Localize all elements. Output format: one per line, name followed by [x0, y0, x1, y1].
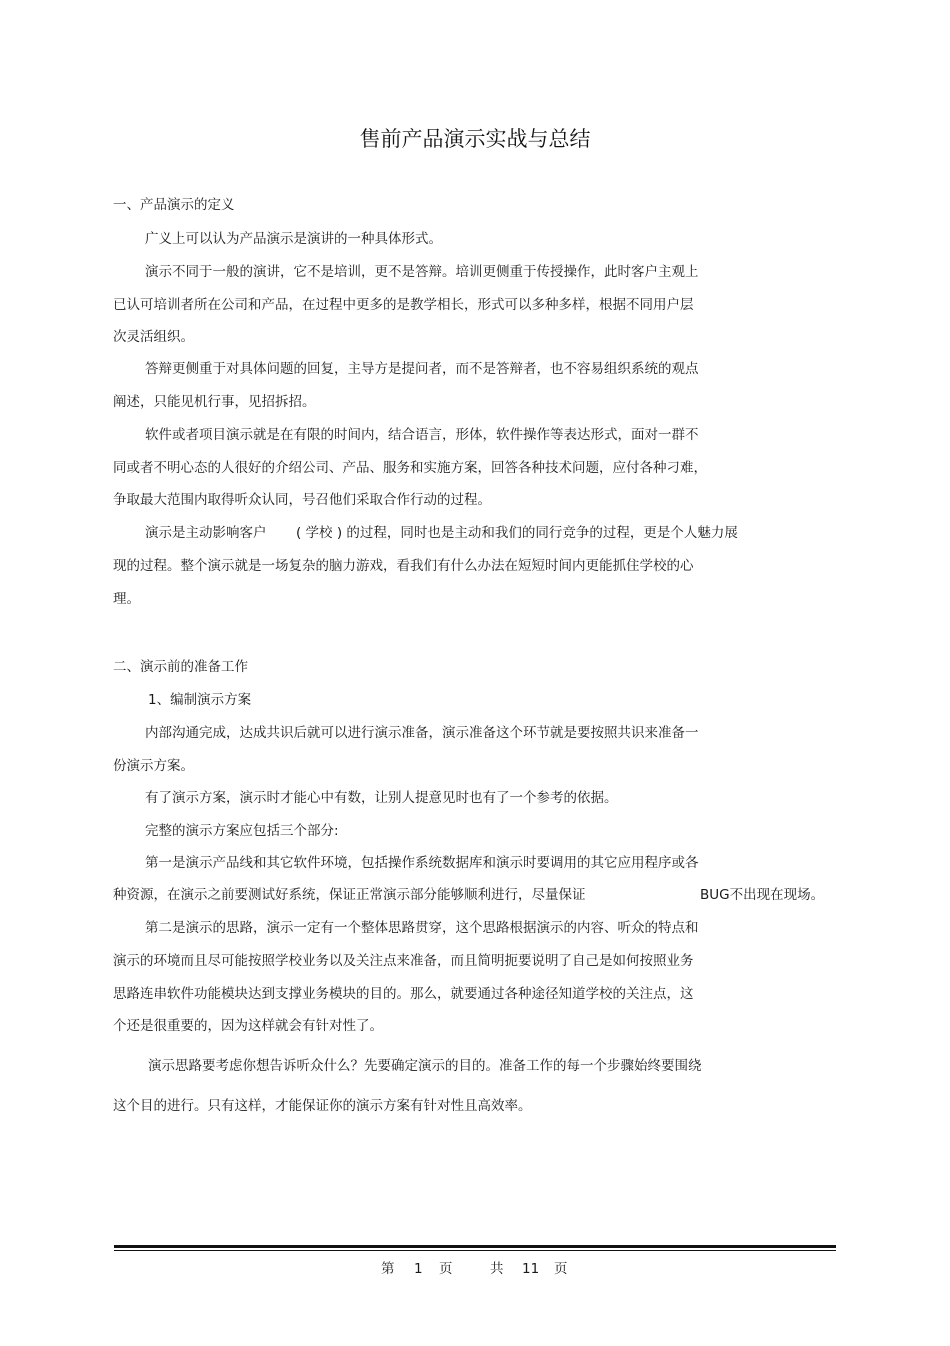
paragraph-line: 演示不同于一般的演讲，它不是培训，更不是答辩。培训更侧重于传授操作，此时客户主观上: [145, 264, 699, 280]
section-heading-1: 一、产品演示的定义: [113, 197, 235, 213]
paragraph-line: 答辩更侧重于对具体问题的回复，主导方是提问者，而不是答辩者，也不容易组织系统的观点: [145, 361, 699, 377]
paragraph-line: 内部沟通完成，达成共识后就可以进行演示准备，演示准备这个环节就是要按照共识来准备一: [145, 725, 699, 741]
paragraph-line: 个还是很重要的，因为这样就会有针对性了。: [113, 1018, 383, 1034]
footer-page-number: 1: [414, 1261, 423, 1277]
paragraph-line: 份演示方案。: [113, 758, 194, 774]
footer-gong: 共: [490, 1261, 504, 1277]
paragraph-line: 完整的演示方案应包括三个部分:: [145, 823, 339, 839]
paragraph-line: BUG不出现在现场。: [700, 887, 825, 903]
paragraph-line: 这个目的进行。只有这样，才能保证你的演示方案有针对性且高效率。: [113, 1098, 532, 1114]
paragraph-line: 理。: [113, 591, 140, 607]
paragraph-line: 第二是演示的思路，演示一定有一个整体思路贯穿，这个思路根据演示的内容、听众的特点和: [145, 920, 699, 936]
paragraph-line: 次灵活组织。: [113, 329, 194, 345]
paragraph-line: 争取最大范围内取得听众认同，号召他们采取合作行动的过程。: [113, 492, 491, 508]
footer-ye: 页: [439, 1261, 453, 1277]
paragraph-line: 演示思路要考虑你想告诉听众什么？先要确定演示的目的。准备工作的每一个步骤始终要围绕: [148, 1058, 702, 1074]
paragraph-line: 现的过程。整个演示就是一场复杂的脑力游戏，看我们有什么办法在短短时间内更能抓住学校的心: [113, 558, 694, 574]
paragraph-line: 演示是主动影响客户: [145, 525, 267, 541]
footer-total-pages: 11: [522, 1261, 540, 1277]
paragraph-line: 阐述，只能见机行事，见招拆招。: [113, 394, 316, 410]
footer-rule-thin: [114, 1250, 836, 1251]
document-title: 售前产品演示实战与总结: [359, 127, 591, 151]
paragraph-line: 广义上可以认为产品演示是演讲的一种具体形式。: [145, 231, 442, 247]
footer-rule-thick: [114, 1245, 836, 1248]
paragraph-line: 软件或者项目演示就是在有限的时间内，结合语言，形体，软件操作等表达形式，面对一群不: [145, 427, 699, 443]
section-heading-2: 二、演示前的准备工作: [113, 659, 248, 675]
paragraph-line: 演示的环境而且尽可能按照学校业务以及关注点来准备，而且简明扼要说明了自己是如何按照业务: [113, 953, 694, 969]
paragraph-line: 已认可培训者所在公司和产品，在过程中更多的是教学相长，形式可以多种多样，根据不同用户层: [113, 297, 694, 313]
paragraph-line: 种资源，在演示之前要测试好系统，保证正常演示部分能够顺利进行，尽量保证: [113, 887, 586, 903]
paragraph-line: 第一是演示产品线和其它软件环境，包括操作系统数据库和演示时要调用的其它应用程序或各: [145, 855, 699, 871]
subsection-heading: 1、编制演示方案: [148, 692, 252, 708]
footer-di: 第: [381, 1261, 395, 1277]
paragraph-line: 思路连串软件功能模块达到支撑业务模块的目的。那么，就要通过各种途径知道学校的关注点，这: [113, 986, 694, 1002]
paragraph-line: 同或者不明心态的人很好的介绍公司、产品、服务和实施方案，回答各种技术问题，应付各种刁难，: [113, 460, 707, 476]
paragraph-line: 有了演示方案，演示时才能心中有数，让别人提意见时也有了一个参考的依据。: [145, 790, 618, 806]
paragraph-line: ( 学校 ) 的过程，同时也是主动和我们的同行竞争的过程，更是个人魅力展: [296, 525, 738, 541]
footer-ye: 页: [554, 1261, 568, 1277]
